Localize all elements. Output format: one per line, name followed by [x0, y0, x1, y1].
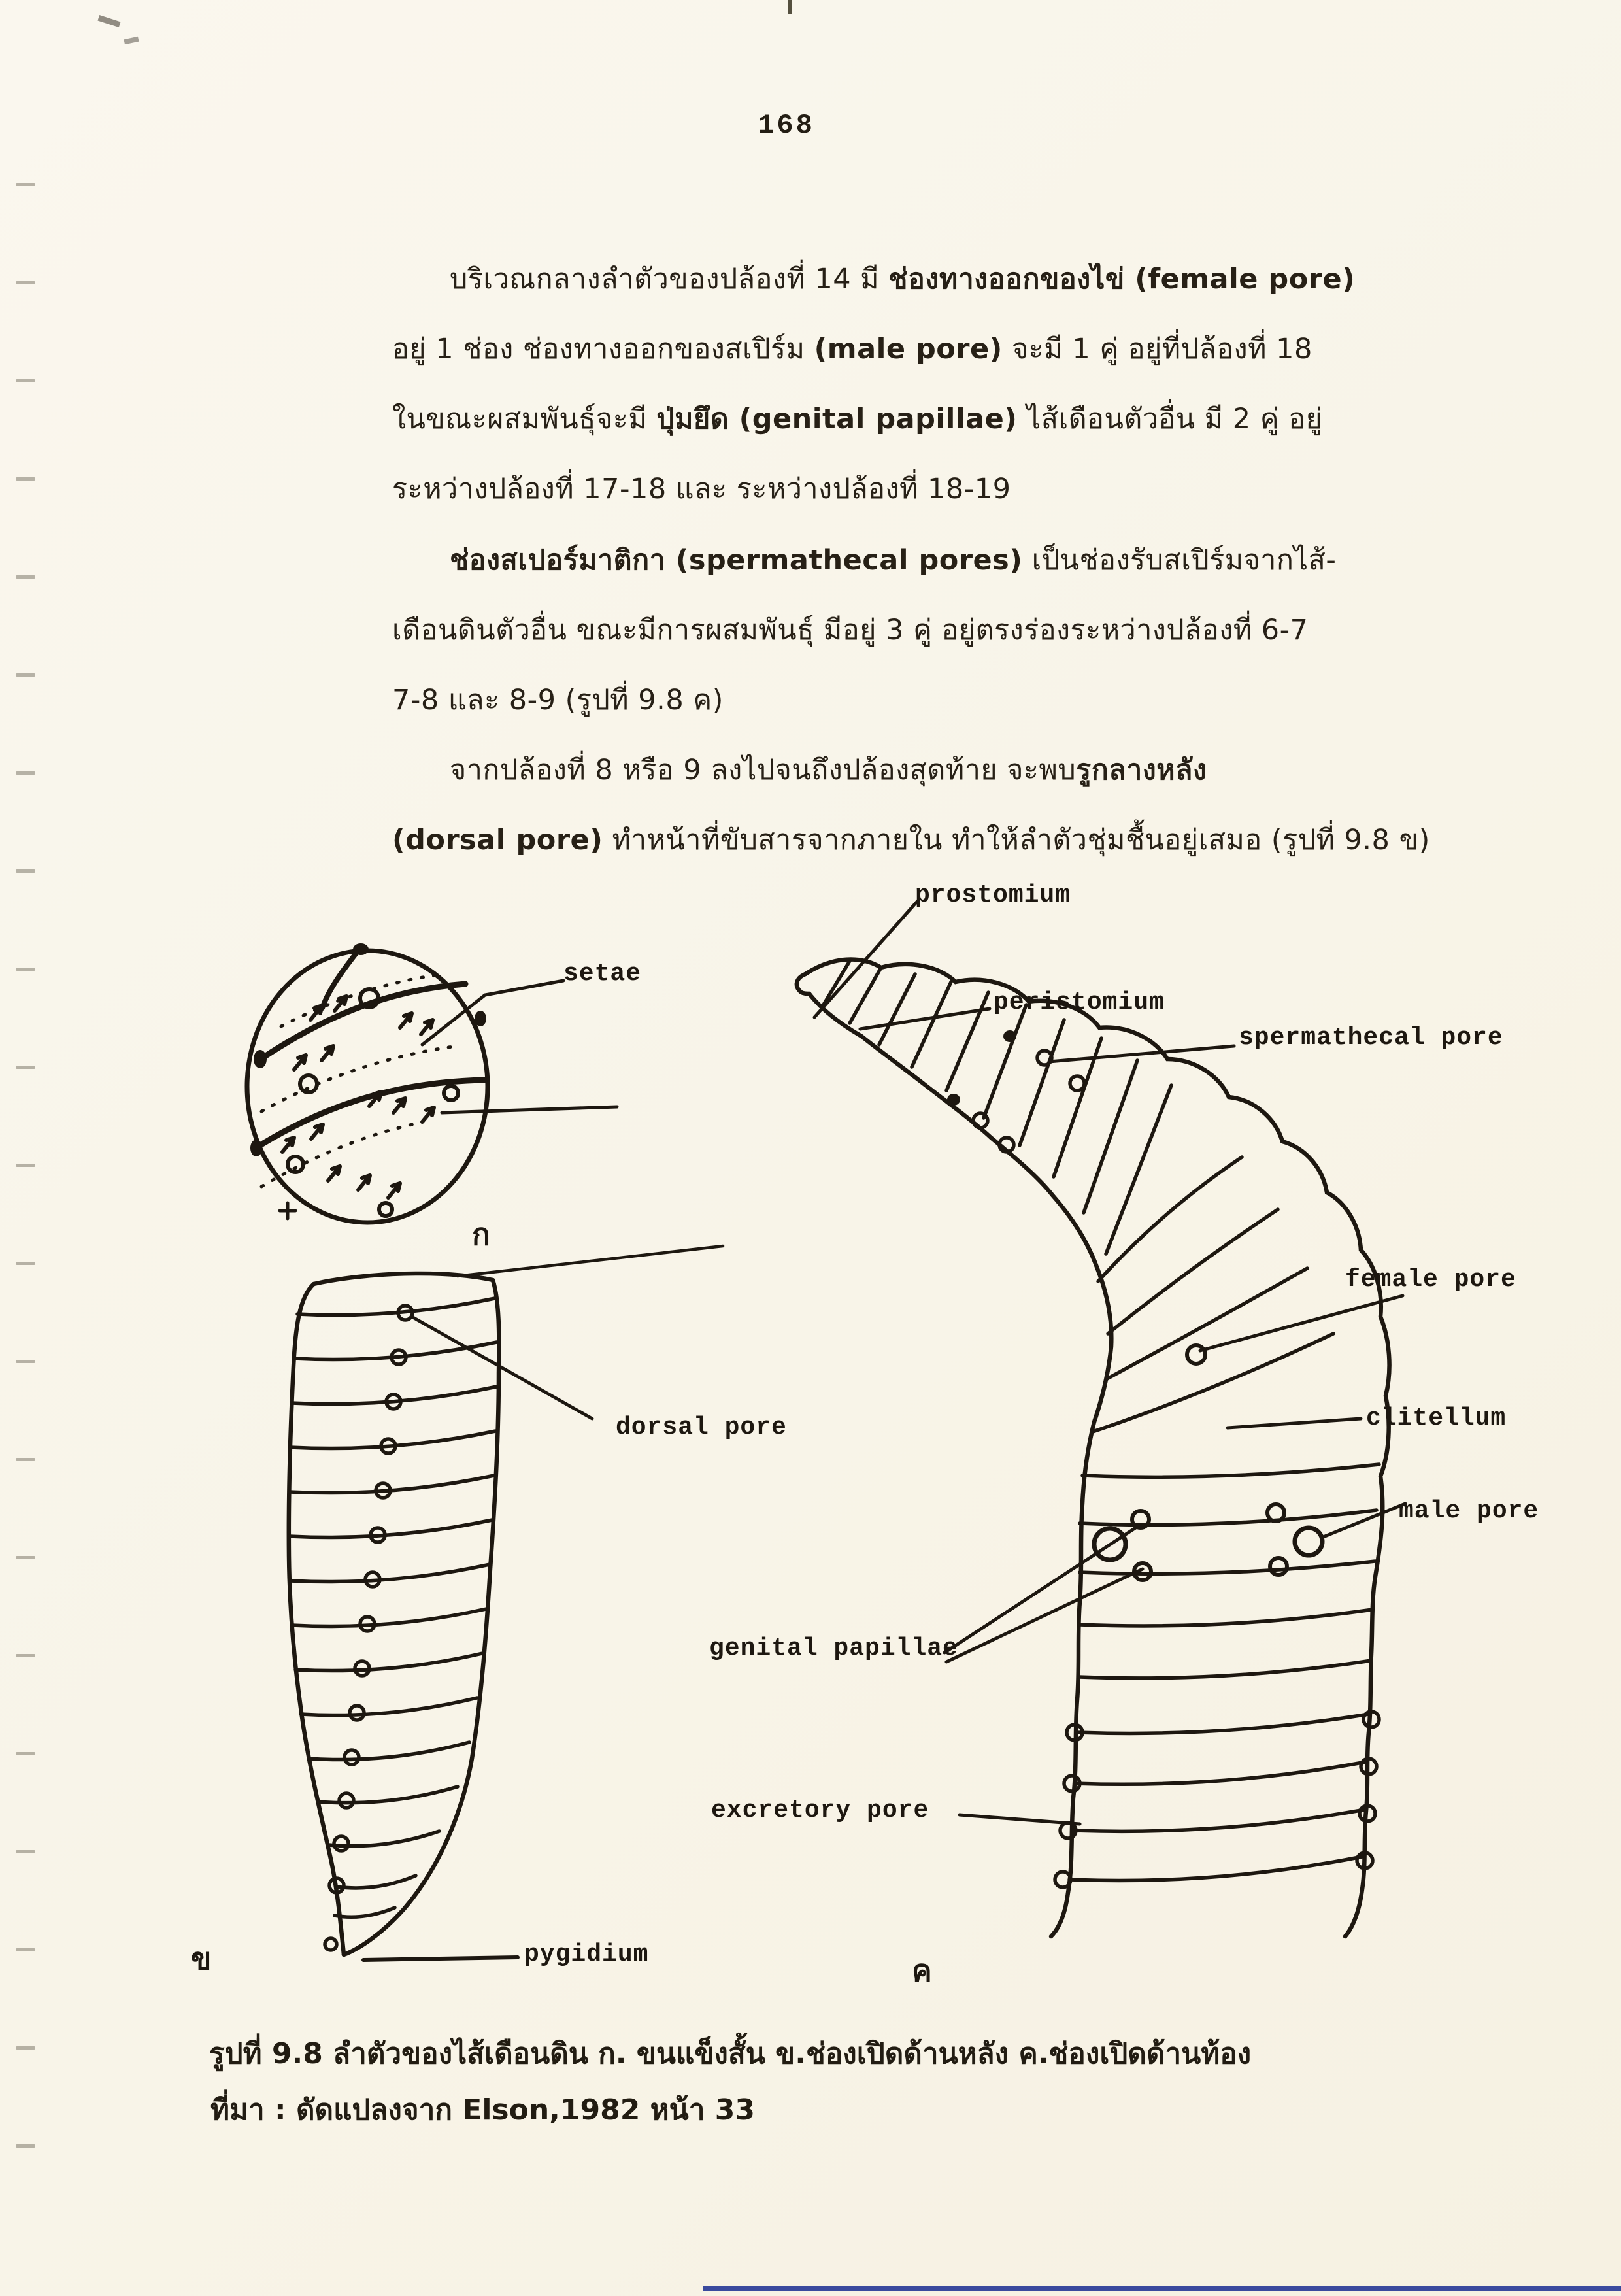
genital-papillae-leader-line — [946, 1569, 1143, 1662]
paragraph-line: ในขณะผสมพันธุ์จะมี ปุ่มยึด (genital papillae) ไส้เดือนตัวอื่น มี 2 คู่ อยู่ — [392, 403, 1323, 435]
label-clitellum: clitellum — [1366, 1404, 1507, 1432]
label-prostomium: prostomium — [915, 881, 1071, 909]
label-spermathecal-pore: spermathecal pore — [1239, 1024, 1503, 1052]
scan-artifact-blue-line — [703, 2286, 1621, 2291]
label-excretory-pore: excretory pore — [711, 1797, 929, 1825]
label-peristomium: peristomium — [994, 988, 1165, 1017]
label-female-pore: female pore — [1345, 1266, 1516, 1294]
figure-caption: รูปที่ 9.8 ลำตัวของไส้เดือนดิน ก. ขนแข็งสั้น ข.ช่องเปิดด้านหลัง ค.ช่องเปิดด้านท้อง — [209, 2037, 1252, 2070]
paragraph-line: บริเวณกลางลำตัวของปล้องที่ 14 มี ช่องทางออกของไข่ (female pore) — [450, 263, 1356, 295]
paragraph-line: (dorsal pore) ทำหน้าที่ขับสารจากภายใน ทำให้ลำตัวชุ่มชื้นอยู่เสมอ (รูปที่ 9.8 ข) — [392, 824, 1430, 856]
cut-edge-line — [458, 1246, 723, 1276]
paragraph-line: 7-8 และ 8-9 (รูปที่ 9.8 ค) — [392, 684, 724, 717]
panel-letter-b: ข — [191, 1941, 212, 1976]
setae-leader-line — [422, 981, 563, 1045]
pygidium-leader-line — [363, 1957, 518, 1960]
panel-letter-a: ก — [472, 1217, 490, 1252]
label-male-pore: male pore — [1399, 1497, 1539, 1525]
page-number: 168 — [758, 110, 815, 141]
female-pore-leader-line — [1200, 1296, 1403, 1351]
label-pygidium: pygidium — [524, 1940, 649, 1968]
paragraph-line: ช่องสเปอร์มาติกา (spermathecal pores) เป็นช่องรับสเปิร์มจากไส้- — [450, 544, 1337, 577]
label-dorsal-pore: dorsal pore — [616, 1413, 787, 1442]
excretory-pore-leader-line — [960, 1815, 1080, 1824]
setae-closeup-circle — [247, 943, 617, 1223]
label-genital-papillae: genital papillae — [709, 1634, 958, 1663]
paragraph-line: เดือนดินตัวอื่น ขณะมีการผสมพันธุ์ มีอยู่ 3 คู่ อยู่ตรงร่องระหว่างปล้องที่ 6-7 — [392, 614, 1309, 647]
spermathecal-pore-leader-line — [1049, 1046, 1234, 1062]
clitellum-leader-line — [1228, 1419, 1361, 1428]
paragraph-line: จากปล้องที่ 8 หรือ 9 ลงไปจนถึงปล้องสุดท้าย จะพบรูกลางหลัง — [450, 754, 1207, 786]
unlabeled-leader-line — [442, 1107, 617, 1113]
paragraph-line: อยู่ 1 ช่อง ช่องทางออกของสเปิร์ม (male pore) จะมี 1 คู่ อยู่ที่ปล้องที่ 18 — [392, 333, 1312, 365]
panel-letter-c: ค — [912, 1953, 932, 1988]
dorsal-view-worm — [289, 1246, 723, 1960]
paragraph-line: ระหว่างปล้องที่ 17-18 และ ระหว่างปล้องที่ 18-19 — [392, 473, 1011, 505]
dorsal-pore-leader-line — [412, 1317, 592, 1419]
male-pore-leader-line — [1322, 1504, 1405, 1538]
peristomium-leader-line — [860, 1009, 990, 1029]
ventral-view-worm — [797, 901, 1405, 1936]
figure-source: ที่มา : ดัดแปลงจาก Elson,1982 หน้า 33 — [210, 2093, 755, 2127]
genital-papillae-leader-line — [944, 1526, 1139, 1653]
label-setae: setae — [563, 960, 642, 988]
